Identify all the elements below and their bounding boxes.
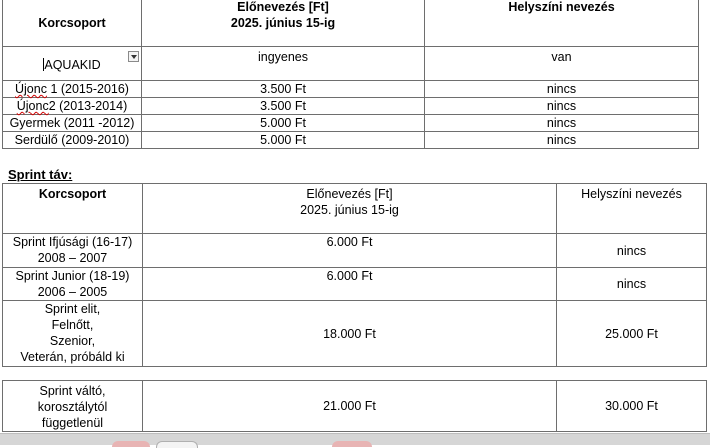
table-row — [3, 81, 699, 98]
fee-cell: 21.000 Ft — [143, 381, 557, 432]
taskbar — [0, 433, 710, 445]
aquakid-cell[interactable] — [3, 47, 142, 81]
category-cell: Újonc2 (2013-2014) — [3, 98, 142, 115]
header-elonevezes: Előnevezés [Ft] 2025. június 15-ig — [143, 184, 557, 234]
fee-cell: 5.000 Ft — [142, 115, 425, 132]
category-cell: Sprint váltó, korosztálytól függetlenül — [3, 381, 143, 432]
table-row — [3, 381, 707, 432]
header-helyszini: Helyszíni nevezés — [557, 184, 707, 234]
category-cell: Sprint Junior (18-19) 2006 – 2005 — [3, 268, 143, 301]
header-korcsoport: Korcsoport — [3, 0, 142, 47]
fee-table-relay — [2, 380, 707, 432]
dropdown-arrow-icon[interactable] — [128, 51, 139, 62]
fee-table-main — [2, 0, 699, 149]
sprint-heading: Sprint táv: — [8, 167, 73, 182]
taskbar-button[interactable] — [332, 441, 372, 447]
header-elonevezes: Előnevezés [Ft] 2025. június 15-ig — [142, 0, 425, 47]
aquakid-fee: ingyenes — [142, 47, 425, 81]
header-helyszini: Helyszíni nevezés — [425, 0, 699, 47]
fee-cell: 6.000 Ft — [143, 234, 557, 268]
category-cell: Sprint elit, Felnőtt, Szenior, Veterán, próbáld ki — [3, 301, 143, 367]
category-cell: Serdülő (2009-2010) — [3, 132, 142, 149]
aquakid-label: AQUAKID — [44, 58, 101, 72]
onsite-cell: nincs — [425, 98, 699, 115]
onsite-cell: 30.000 Ft — [557, 381, 707, 432]
fee-cell: 5.000 Ft — [142, 132, 425, 149]
fee-cell: 6.000 Ft — [143, 268, 557, 301]
onsite-cell: nincs — [425, 132, 699, 149]
fee-cell: 3.500 Ft — [142, 98, 425, 115]
table-row — [3, 132, 699, 149]
taskbar-button[interactable] — [112, 441, 150, 447]
fee-cell: 18.000 Ft — [143, 301, 557, 367]
fee-cell: 3.500 Ft — [142, 81, 425, 98]
table-row — [3, 301, 707, 367]
onsite-cell: nincs — [425, 115, 699, 132]
onsite-cell: nincs — [557, 234, 707, 268]
taskbar-button[interactable] — [156, 441, 198, 448]
table-row — [3, 268, 707, 301]
category-cell: Sprint Ifjúsági (16-17) 2008 – 2007 — [3, 234, 143, 268]
table-row — [3, 234, 707, 268]
category-cell: Újonc 1 (2015-2016) — [3, 81, 142, 98]
onsite-cell: 25.000 Ft — [557, 301, 707, 367]
table-row — [3, 98, 699, 115]
fee-table-sprint — [2, 183, 707, 367]
onsite-cell: nincs — [425, 81, 699, 98]
aquakid-onsite: van — [425, 47, 699, 81]
onsite-cell: nincs — [557, 268, 707, 301]
category-cell: Gyermek (2011 -2012) — [3, 115, 142, 132]
header-korcsoport: Korcsoport — [3, 184, 143, 234]
table-row — [3, 115, 699, 132]
